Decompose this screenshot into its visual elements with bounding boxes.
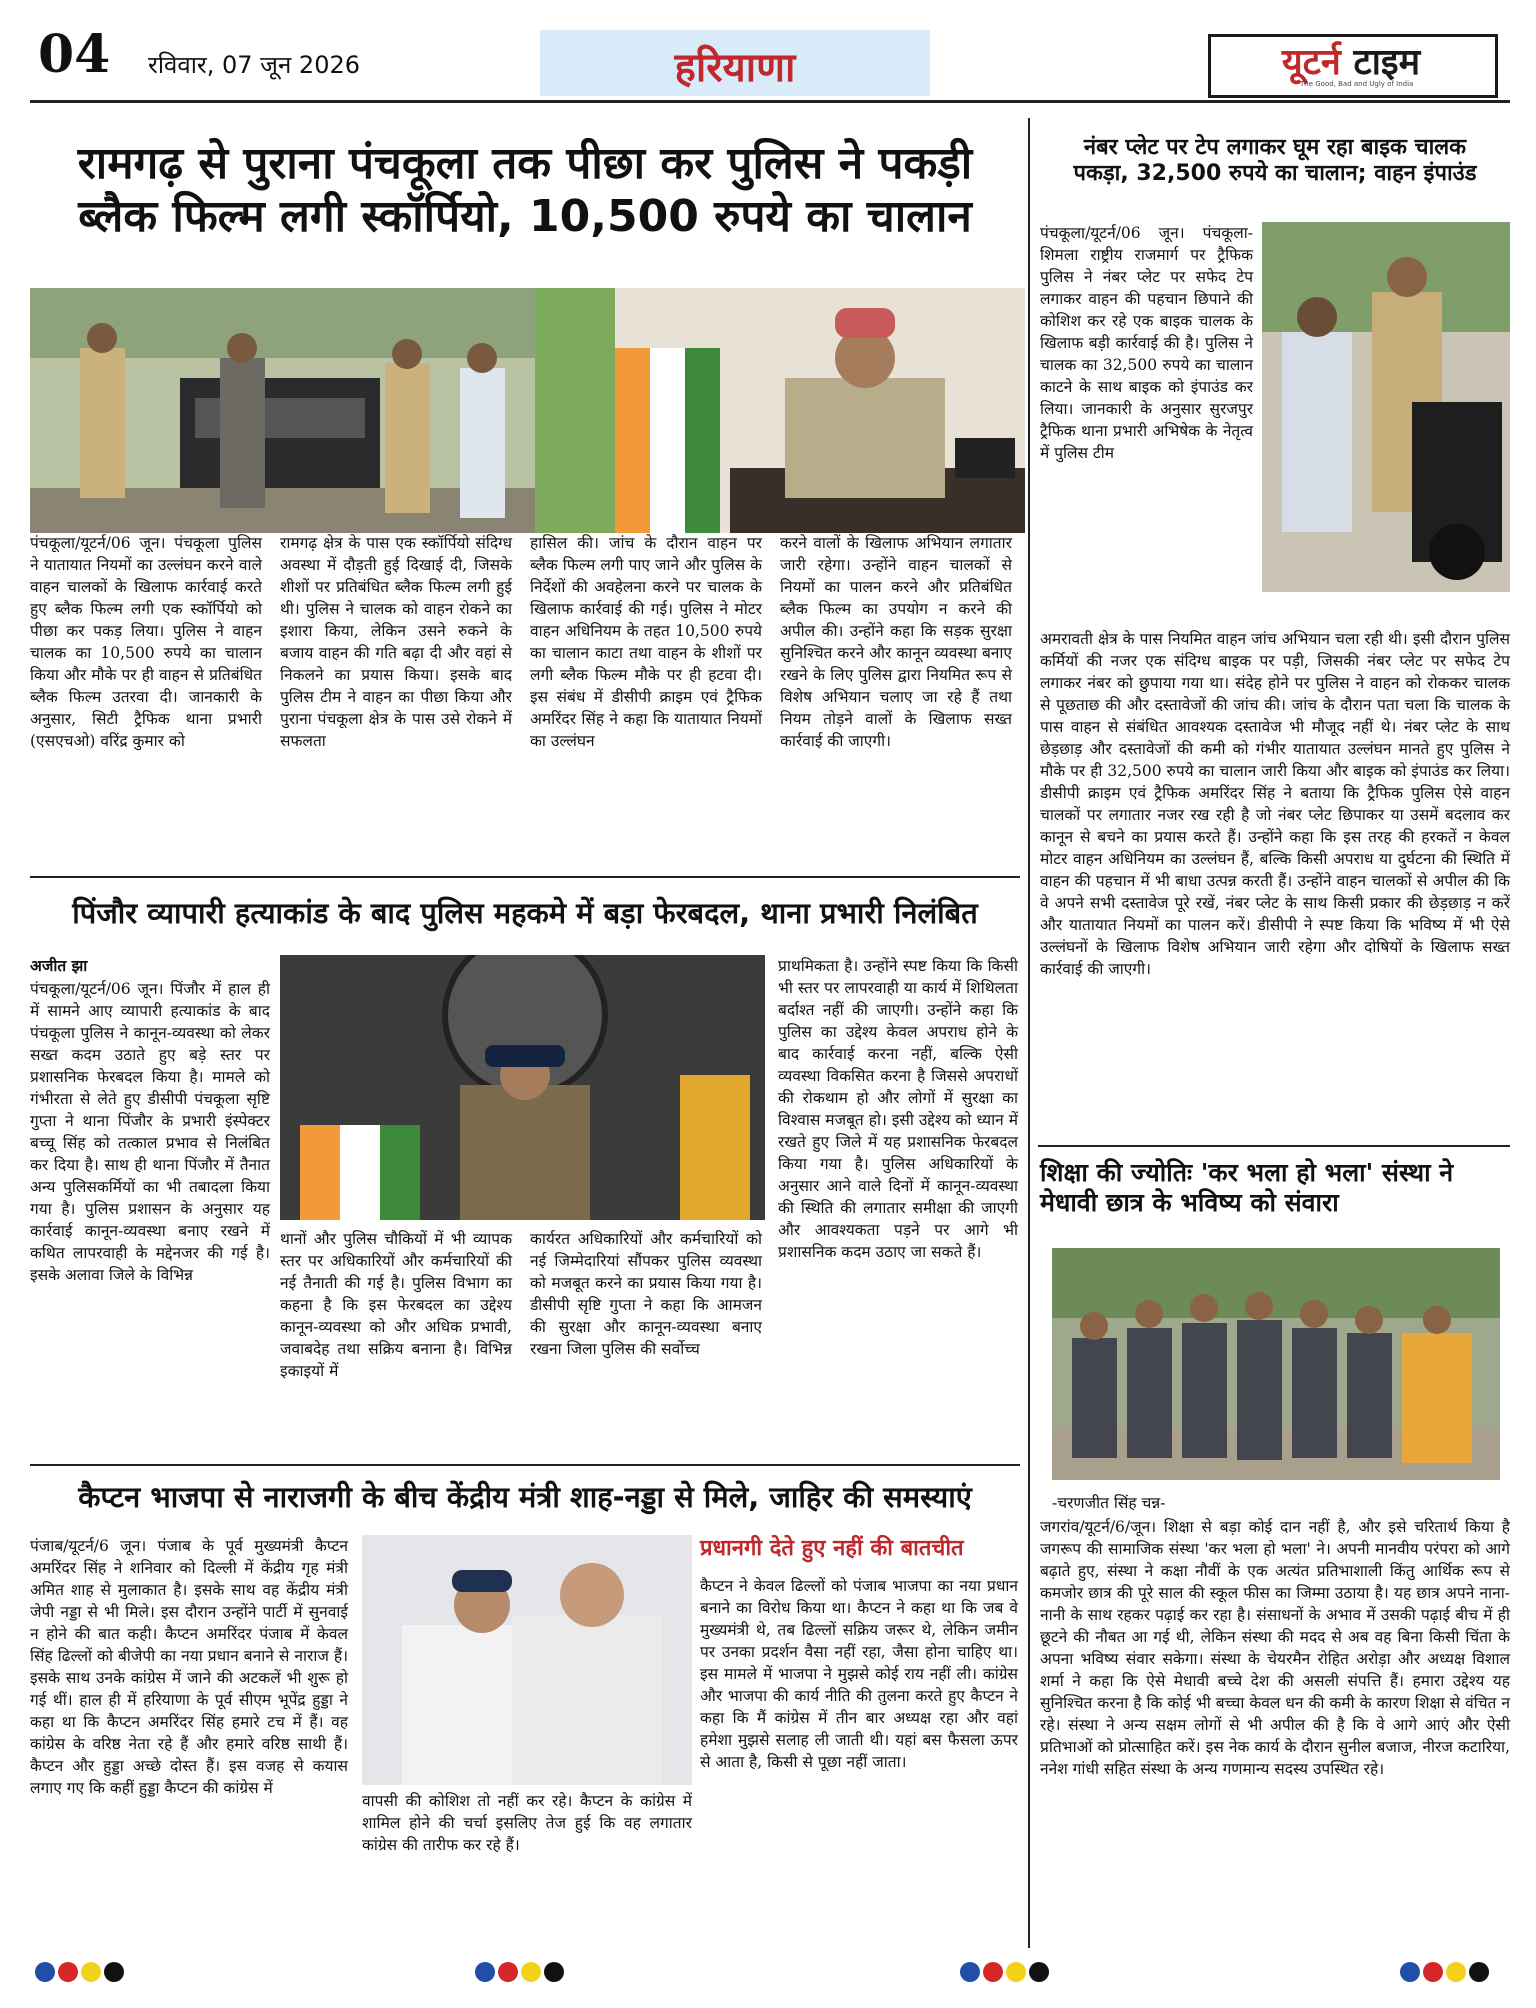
- photo-police-with-scorpio: [30, 288, 535, 533]
- story2-column-2: थानों और पुलिस चौकियों में भी व्यापक स्तर पर अधिकारियों और कर्मचारियों की नई तैनाती की गई है। पुलिस विभाग का कहना है कि इस फेरबदल का उद्देश्य कानून-व्यवस्था को और अधिक प्रभावी, जवाबदेह तथा सक्रिय बनाना है। विभिन्न इकाइयों में: [280, 1230, 512, 1380]
- story4-column-narrow: पंचकूला/यूटर्न/06 जून। पंचकूला-शिमला राष्ट्रीय राजमार्ग पर ट्रैफिक पुलिस ने नंबर प्लेट पर सफेद टेप लगाकर वाहन की पहचान छिपाने की कोशिश कर रहे एक बाइक चालक के खिलाफ बड़ी कार्रवाई की है। पुलिस ने चालक का 32,500 रुपये का चालान काटने के साथ बाइक को इंपाउंड कर लिया। जानकारी के अनुसार सुरजपुर ट्रैफिक थाना प्रभारी अभिषेक के नेतृत्व में पुलिस टीम: [1040, 224, 1253, 462]
- story4-headline: [1040, 135, 1510, 188]
- story2-byline: अजीत झा: [30, 956, 88, 975]
- story5-byline: -चरणजीत सिंह चन्न-: [1052, 1494, 1166, 1512]
- registration-dot: [81, 1962, 101, 1982]
- story4-column-wide: अमरावती क्षेत्र के पास नियमित वाहन जांच अभियान चला रही थी। इसी दौरान पुलिस कर्मियों की नजर एक संदिग्ध बाइक पर पड़ी, जिसकी नंबर प्लेट पर सफेद टेप लगाकर नंबर को छुपाया गया था। संदेह होने पर पुलिस ने वाहन को रोककर चालक से पूछताछ की और दस्तावेजों की जांच की। जांच के दौरान पता चला कि चालक के पास वाहन से संबंधित आवश्यक दस्तावेज भी मौजूद नहीं थे। नंबर प्लेट के साथ छेड़छाड़ और दस्तावेजों की कमी को गंभीर यातायात उल्लंघन मानते हुए पुलिस ने मौके पर ही 32,500 रुपये का चालान जारी किया और बाइक को इंपाउंड कर लिया। डीसीपी क्राइम एवं ट्रैफिक अमरिंदर सिंह ने बताया कि ट्रैफिक पुलिस ऐसे वाहन चालकों पर लगातार नजर रख रही है जो नंबर प्लेट छिपाकर या उसमें बदलाव कर कानून से बचने का प्रयास करते हैं। उन्होंने कहा कि इस तरह की हरकतें न केवल मोटर वाहन अधिनियम का उल्लंघन हैं, बल्कि किसी अपराध या दुर्घटना की स्थिति में वाहन की पहचान में भी बाधा उत्पन्न करती हैं। उन्होंने वाहन चालकों से अपील की कि वे अपने सभी दस्तावेज पूरे रखें, नंबर प्लेट के साथ किसी प्रकार की छेड़छाड़ न करें और यातायात नियमों का पालन करें। डीसीपी ने स्पष्ट किया कि भविष्य में भी ऐसे उल्लंघनों के खिलाफ विशेष अभियान जारी रहेगा और दोषियों के खिलाफ सख्त कार्रवाई की जाएगी।: [1040, 630, 1510, 978]
- story4-headline-line2: पकड़ा, 32,500 रुपये का चालान; वाहन इंपाउंड: [1073, 161, 1477, 187]
- divider: [30, 1464, 1020, 1466]
- registration-dot: [1029, 1962, 1049, 1982]
- registration-dot: [1400, 1962, 1420, 1982]
- registration-dot: [1446, 1962, 1466, 1982]
- story5-body: जगरांव/यूटर्न/6/जून। शिक्षा से बड़ा कोई दान नहीं है, और इसे चरितार्थ किया है जगरूप की सामाजिक संस्था 'कर भला हो भला' ने। अपनी मानवीय परंपरा को आगे बढ़ाते हुए, संस्था ने कक्षा नौवीं के एक अत्यंत प्रतिभाशाली किंतु आर्थिक रूप से कमजोर छात्र की पूरे साल की स्कूल फीस का जिम्मा उठाया है। यह छात्र अपने नाना-नानी के साथ रहकर पढ़ाई कर रहा है। संसाधनों के अभाव में उसकी पढ़ाई बीच में ही छूटने की नौबत आ गई थी, लेकिन संस्था की मदद से अब वह बिना किसी चिंता के अपना भविष्य संवार सकेगा। संस्था के चेयरमैन रोहित अरोड़ा और अध्यक्ष विशाल शर्मा ने कहा कि ऐसे मेधावी बच्चे देश की असली संपत्ति हैं। हमारा उद्देश्य यह सुनिश्चित करना है कि कोई भी बच्चा केवल धन की कमी के कारण शिक्षा से वंचित न रहे। संस्था ने अन्य सक्षम लोगों से भी अपील की है कि वे आगे आएं और ऐसी प्रतिभाओं को प्रोत्साहित करें। इस नेक कार्य के दौरान सुनील बजाज, नीरज कटारिया, ननेश गांधी सहित संस्था के अन्य गणमान्य सदस्य उपस्थित रहे।: [1040, 1518, 1510, 1778]
- story5-headline-line1: शिक्षा की ज्योतिः 'कर भला हो भला' संस्था ने: [1040, 1158, 1454, 1187]
- photo-dcp-srishti-gupta: [280, 955, 765, 1220]
- issue-date: रविवार, 07 जून 2026: [148, 51, 361, 79]
- registration-dot: [1469, 1962, 1489, 1982]
- registration-dot: [58, 1962, 78, 1982]
- story1-headline-line2: ब्लैक फिल्म लगी स्कॉर्पियो, 10,500 रुपये का चालान: [78, 190, 972, 242]
- story2-column-3: कार्यरत अधिकारियों और कर्मचारियों को नई जिम्मेदारियां सौंपकर पुलिस व्यवस्था को मजबूत करने का प्रयास किया गया है। डीसीपी सृष्टि गुप्ता ने कहा कि आमजन की सुरक्षा और कानून-व्यवस्था बनाए रखना जिला पुलिस की सर्वोच्च: [530, 1230, 762, 1358]
- section-title: हरियाणा: [674, 45, 796, 91]
- story2-column-1: पंचकूला/यूटर्न/06 जून। पिंजौर में हाल ही में सामने आए व्यापारी हत्याकांड के बाद पंचकूला पुलिस ने कानून-व्यवस्था को लेकर सख्त कदम उठाते हुए बड़े स्तर पर प्रशासनिक फेरबदल किया है। मामले को गंभीरता से लेते हुए डीसीपी पंचकूला सृष्टि गुप्ता ने थाना पिंजौर के प्रभारी इंस्पेक्टर बच्चू सिंह को तत्काल प्रभाव से निलंबित कर दिया है। साथ ही थाना पिंजौर में तैनात अन्य पुलिसकर्मियों का भी तबादला किया गया है। पुलिस प्रशासन के अनुसार यह कार्रवाई कानून-व्यवस्था बनाए रखने में कथित लापरवाही के मद्देनजर की गई है। इसके अलावा जिले के विभिन्न: [30, 980, 270, 1284]
- logo-part1: यूटर्न: [1281, 41, 1341, 83]
- story1-column-3: हासिल की। जांच के दौरान वाहन पर ब्लैक फिल्म लगी पाए जाने और पुलिस के निर्देशों की अवहेलना करने पर चालक के खिलाफ कार्रवाई की गई। पुलिस ने मोटर वाहन अधिनियम के तहत 10,500 रुपये का चालान काटा तथा वाहन के शीशों पर लगी ब्लैक फिल्म मौके पर ही हटवा दी। इस संबंध में डीसीपी क्राइम एवं ट्रैफिक अमरिंदर सिंह ने कहा कि यातायात नियमों का उल्लंघन: [530, 534, 762, 750]
- photo-bike-challan: [1262, 222, 1510, 592]
- divider: [30, 876, 1020, 878]
- story1-headline-line1: रामगढ़ से पुराना पंचकूला तक पीछा कर पुलिस ने पकड़ी: [77, 138, 973, 189]
- story1-column-4: करने वालों के खिलाफ अभियान लगातार जारी रहेगा। उन्होंने वाहन चालकों से नियमों का पालन करने और प्रतिबंधित ब्लैक फिल्म का उपयोग न करने की अपील की। उन्होंने कहा कि सड़क सुरक्षा सुनिश्चित करने और कानून व्यवस्था बनाए रखने के लिए पुलिस द्वारा नियमित रूप से विशेष अभियान चलाए जा रहे हैं तथा नियम तोड़ने वालों के खिलाफ सख्त कार्रवाई की जाएगी।: [780, 534, 1012, 750]
- photo-captain-meets-shah: [362, 1535, 692, 1785]
- registration-dot: [960, 1962, 980, 1982]
- story1-column-1: पंचकूला/यूटर्न/06 जून। पंचकूला पुलिस ने यातायात नियमों का उल्लंघन करने वाले वाहन चालकों के खिलाफ कार्रवाई करते हुए ब्लैक फिल्म लगी एक स्कॉर्पियो को पीछा कर पकड़ लिया। पुलिस ने वाहन चालक का 10,500 रुपये का चालान किया और मौके पर ही वाहन से प्रतिबंधित ब्लैक फिल्म उतरवा दी। जानकारी के अनुसार, सिटी ट्रैफिक थाना प्रभारी (एसएचओ) वरिंद्र कुमार को: [30, 534, 262, 750]
- story2-column-4: प्राथमिकता है। उन्होंने स्पष्ट किया कि किसी भी स्तर पर लापरवाही या कार्य में शिथिलता बर्दाश्त नहीं की जाएगी। उन्होंने कहा कि पुलिस का उद्देश्य केवल अपराध होने के बाद कार्रवाई करना नहीं, बल्कि ऐसी व्यवस्था विकसित करना है जिससे अपराधों की रोकथाम हो और लोगों में सुरक्षा का विश्वास मजबूत हो। इसी उद्देश्य को ध्यान में रखते हुए जिले में यह प्रशासनिक फेरबदल किया गया है। पुलिस अधिकारियों के अनुसार आने वाले दिनों में कानून-व्यवस्था की स्थिति की लगातार समीक्षा की जाएगी और आवश्यकता पड़ने पर आगे भी प्रशासनिक कदम उठाए जा सकते हैं।: [778, 957, 1018, 1261]
- divider: [1038, 1145, 1510, 1147]
- registration-dot: [475, 1962, 495, 1982]
- color-registration-marks-4: [1400, 1962, 1492, 1986]
- story2-headline: पिंजौर व्यापारी हत्याकांड के बाद पुलिस महकमे में बड़ा फेरबदल, थाना प्रभारी निलंबित: [72, 896, 978, 930]
- story3-headline: कैप्टन भाजपा से नाराजगी के बीच केंद्रीय मंत्री शाह-नड्डा से मिले, जाहिर की समस्याएं: [78, 1480, 972, 1514]
- story4-headline-line1: नंबर प्लेट पर टेप लगाकर घूम रहा बाइक चालक: [1083, 135, 1467, 160]
- story3-column-1: पंजाब/यूटर्न/6 जून। पंजाब के पूर्व मुख्यमंत्री कैप्टन अमरिंदर सिंह ने शनिवार को दिल्ली में केंद्रीय गृह मंत्री अमित शाह से मुलाकात है। इसके साथ वह केंद्रीय मंत्री जेपी नड्डा से भी मिले। इस दौरान उन्होंने पार्टी में सुनवाई न होने की बात कही। कैप्टन अमरिंदर पंजाब में केवल सिंह ढिल्लों को बीजेपी का नया प्रधान बनाने से नाराज हैं। इसके साथ उनके कांग्रेस में जाने की अटकलें भी शुरू हो गई थीं। हाल ही में हरियाणा के पूर्व सीएम भूपेंद्र हुड्डा ने कहा था कि कैप्टन अमरिंदर सिंह हमारे टच में हैं। वह कांग्रेस के वरिष्ठ नेता रहे हैं और हमारे वरिष्ठ साथी हैं। कैप्टन और हुड्डा अच्छे दोस्त हैं। इस वजह से कयास लगाए गए कि कहीं हुड्डा कैप्टन की कांग्रेस में: [30, 1537, 348, 1797]
- logo-part2: टाइम: [1353, 41, 1421, 83]
- registration-dot: [104, 1962, 124, 1982]
- photo-kar-bhala-group: [1052, 1248, 1500, 1480]
- color-registration-marks-3: [960, 1962, 1052, 1986]
- story3-column-2: वापसी की कोशिश तो नहीं कर रहे। कैप्टन के कांग्रेस में शामिल होने की चर्चा इसलिए तेज हुई कि वह लगातार कांग्रेस की तारीफ कर रहे हैं।: [362, 1792, 692, 1854]
- story1-column-2: रामगढ़ क्षेत्र के पास एक स्कॉर्पियो संदिग्ध अवस्था में दौड़ती हुई दिखाई दी, जिसके शीशों पर प्रतिबंधित ब्लैक फिल्म लगी हुई थी। पुलिस ने चालक को वाहन रोकने का इशारा किया, लेकिन उसने रुकने के बजाय वाहन की गति बढ़ा दी और वहां से निकलने का प्रयास किया। इसके बाद पुलिस टीम ने वाहन का पीछा किया और पुराना पंचकूला क्षेत्र के पास उसे रोकने में सफलता: [280, 534, 512, 750]
- registration-dot: [544, 1962, 564, 1982]
- color-registration-marks-2: [475, 1962, 567, 1986]
- color-registration-marks-1: [35, 1962, 127, 1986]
- story1-headline: [30, 138, 1020, 244]
- registration-dot: [983, 1962, 1003, 1982]
- page-number: 04: [38, 24, 111, 85]
- photo-dcp-at-desk: [535, 288, 1025, 533]
- story5-headline-line2: मेधावी छात्र के भविष्य को संवारा: [1040, 1188, 1339, 1217]
- masthead-logo-text: [1216, 36, 1486, 85]
- registration-dot: [35, 1962, 55, 1982]
- story3-column-3: कैप्टन ने केवल ढिल्लों को पंजाब भाजपा का नया प्रधान बनाने का विरोध किया था। कैप्टन ने कहा था कि जब वे मुख्यमंत्री थे, तब ढिल्लों सक्रिय जरूर थे, लेकिन जमीन पर उनका प्रदर्शन वैसा नहीं रहा, जैसा होना चाहिए था। इस मामले में भाजपा ने मुझसे कोई राय नहीं ली। कांग्रेस और भाजपा की कार्य नीति की तुलना करते हुए कैप्टन ने कहा कि मैं कांग्रेस में तीन बार अध्यक्ष रहा और वहां हमेशा मुझसे सलाह ली जाती थी। यहां बस फैसला ऊपर से आता है, किसी से पूछा नहीं जाता।: [700, 1577, 1018, 1771]
- registration-dot: [1006, 1962, 1026, 1982]
- logo-tagline: The Good, Bad and Ugly of India: [1300, 80, 1414, 88]
- registration-dot: [498, 1962, 518, 1982]
- registration-dot: [521, 1962, 541, 1982]
- story3-subheading: प्रधानगी देते हुए नहीं की बातचीत: [700, 1536, 964, 1561]
- header-rule: [30, 100, 1510, 103]
- column-divider: [1028, 118, 1030, 1948]
- registration-dot: [1423, 1962, 1443, 1982]
- story5-headline: [1040, 1158, 1510, 1218]
